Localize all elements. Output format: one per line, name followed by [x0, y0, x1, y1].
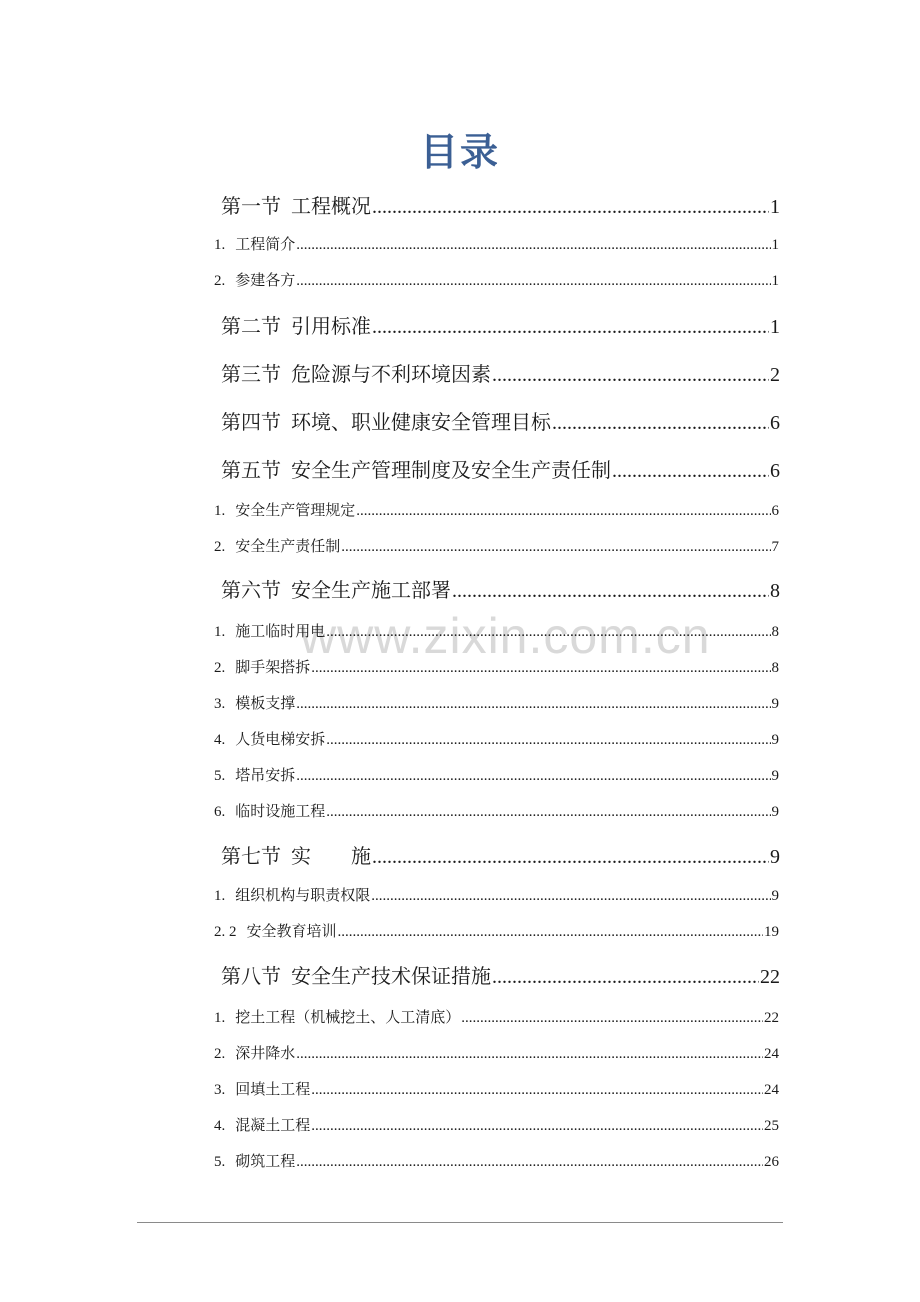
toc-entry-title: 安全生产技术保证措施 [291, 966, 491, 988]
toc-page-number: 6 [770, 412, 780, 434]
toc-entry-title: 引用标准 [291, 316, 371, 338]
toc-leader-dots [552, 412, 769, 435]
toc-entry-title: 混凝土工程 [235, 1118, 311, 1134]
toc-leader-dots [612, 460, 769, 483]
toc-page-number: 1 [770, 196, 780, 218]
toc-subsection[interactable] [214, 656, 779, 677]
toc-leader-dots [296, 273, 770, 290]
toc-subsection[interactable] [214, 1078, 779, 1099]
toc-entry-title: 模板支撑 [235, 696, 296, 712]
toc-entry-title: 施工临时用电 [235, 624, 326, 640]
toc-entry-number: 第四节 [221, 412, 281, 434]
toc-entry-label [214, 269, 295, 290]
toc-entry-label [214, 920, 337, 941]
toc-entry-label [214, 620, 325, 641]
toc-subsection[interactable] [214, 1150, 779, 1171]
toc-entry-title: 塔吊安拆 [235, 768, 296, 784]
toc-section[interactable] [221, 310, 780, 339]
toc-page-number: 6 [771, 503, 779, 519]
toc-page-number: 6 [770, 460, 780, 482]
toc-subsection[interactable] [214, 884, 779, 905]
toc-entry-title: 工程简介 [235, 237, 296, 253]
toc-page-number: 2 [770, 364, 780, 386]
toc-entry-number: 第八节 [221, 966, 281, 988]
toc-subsection[interactable] [214, 800, 779, 821]
toc-entry-label [214, 499, 355, 520]
toc-section[interactable] [221, 358, 780, 387]
toc-leader-dots [371, 888, 770, 905]
toc-leader-dots [461, 1010, 763, 1027]
toc-page-number: 9 [771, 804, 779, 820]
toc-entry-label [214, 535, 340, 556]
toc-entry-title: 安全生产管理规定 [235, 503, 356, 519]
toc-leader-dots [492, 364, 769, 387]
toc-entry-number: 1. [214, 624, 226, 640]
toc-entry-number: 4. [214, 732, 226, 748]
toc-section[interactable] [221, 454, 780, 483]
toc-entry-label [221, 310, 371, 339]
toc-leader-dots [296, 1046, 763, 1063]
toc-subsection[interactable] [214, 728, 779, 749]
toc-entry-title: 脚手架搭拆 [235, 660, 311, 676]
toc-entry-number: 1. [214, 503, 226, 519]
toc-entry-label [214, 1078, 310, 1099]
toc-subsection[interactable] [214, 499, 779, 520]
toc-entry-number: 2. [214, 1046, 226, 1062]
toc-entry-title: 安全生产施工部署 [291, 580, 451, 602]
toc-entry-number: 5. [214, 1154, 226, 1170]
toc-entry-number: 5. [214, 768, 226, 784]
toc-entry-title: 安全生产责任制 [235, 539, 341, 555]
toc-page-number: 1 [771, 237, 779, 253]
toc-subsection[interactable] [214, 233, 779, 254]
footer-rule [137, 1222, 783, 1223]
toc-entry-number: 2. [214, 273, 226, 289]
toc-entry-label [214, 233, 295, 254]
toc-entry-label [214, 692, 295, 713]
toc-section[interactable] [221, 840, 780, 869]
toc-subsection[interactable] [214, 692, 779, 713]
toc-leader-dots [341, 539, 770, 556]
page-title: 目录 [419, 132, 500, 174]
toc-page-number: 24 [764, 1046, 779, 1062]
toc-section[interactable] [221, 190, 780, 219]
toc-page-number: 8 [771, 624, 779, 640]
toc-entry-number: 第一节 [221, 196, 281, 218]
toc-section[interactable] [221, 574, 780, 603]
toc-subsection[interactable] [214, 920, 779, 941]
toc-entry-label [221, 358, 491, 387]
toc-page-number: 8 [771, 660, 779, 676]
toc-subsection[interactable] [214, 1114, 779, 1135]
toc-leader-dots [311, 1082, 763, 1099]
toc-page-number: 8 [770, 580, 780, 602]
toc-entry-title: 环境、职业健康安全管理目标 [291, 412, 551, 434]
toc-entry-title: 安全教育培训 [246, 924, 337, 940]
toc-leader-dots [492, 966, 759, 989]
toc-page-number: 9 [771, 696, 779, 712]
toc-leader-dots [356, 503, 770, 520]
toc-entry-title: 组织机构与职责权限 [235, 888, 371, 904]
toc-entry-number: 3. [214, 696, 226, 712]
toc-entry-title: 实 施 [291, 846, 371, 868]
toc-entry-title: 挖土工程（机械挖土、人工清底） [235, 1010, 461, 1026]
toc-entry-label [221, 840, 371, 869]
toc-entry-number: 第五节 [221, 460, 281, 482]
toc-entry-number: 1. [214, 1010, 226, 1026]
toc-leader-dots [452, 580, 769, 603]
toc-entry-title: 回填土工程 [235, 1082, 311, 1098]
toc-subsection[interactable] [214, 1042, 779, 1063]
toc-entry-label [214, 1114, 310, 1135]
toc-subsection[interactable] [214, 535, 779, 556]
toc-entry-number: 3. [214, 1082, 226, 1098]
toc-entry-number: 2. 2 [214, 924, 237, 940]
toc-entry-label [221, 406, 551, 435]
toc-entry-label [221, 574, 451, 603]
toc-page-number: 9 [771, 732, 779, 748]
toc-leader-dots [311, 1118, 763, 1135]
toc-entry-number: 第七节 [221, 846, 281, 868]
toc-entry-label [221, 190, 371, 219]
toc-entry-label [221, 960, 491, 989]
toc-leader-dots [311, 660, 770, 677]
toc-leader-dots [338, 924, 763, 941]
toc-page-number: 7 [771, 539, 779, 555]
toc-page-number: 9 [771, 768, 779, 784]
toc-subsection[interactable] [214, 269, 779, 290]
toc-leader-dots [326, 624, 770, 641]
toc-entry-number: 2. [214, 539, 226, 555]
toc-leader-dots [296, 237, 770, 254]
toc-leader-dots [372, 846, 769, 869]
toc-section[interactable] [221, 960, 780, 989]
toc-subsection[interactable] [214, 764, 779, 785]
watermark: www.zixin.com.cn [300, 608, 711, 664]
toc-leader-dots [296, 768, 770, 785]
toc-page-number: 22 [760, 966, 780, 988]
toc-page-number: 22 [764, 1010, 779, 1026]
toc-subsection[interactable] [214, 1006, 779, 1027]
toc-entry-number: 第六节 [221, 580, 281, 602]
toc-page-number: 1 [771, 273, 779, 289]
toc-entry-label [214, 764, 295, 785]
toc-entry-number: 2. [214, 660, 226, 676]
toc-entry-number: 1. [214, 237, 226, 253]
toc-entry-label [214, 1042, 295, 1063]
toc-entry-title: 参建各方 [235, 273, 296, 289]
toc-entry-label [221, 454, 611, 483]
toc-entry-title: 人货电梯安拆 [235, 732, 326, 748]
toc-entry-label [214, 656, 310, 677]
toc-leader-dots [372, 196, 769, 219]
toc-leader-dots [296, 1154, 763, 1171]
toc-page-number: 19 [764, 924, 779, 940]
toc-leader-dots [326, 804, 770, 821]
toc-leader-dots [296, 696, 770, 713]
toc-subsection[interactable] [214, 620, 779, 641]
toc-leader-dots [326, 732, 770, 749]
toc-entry-label [214, 800, 325, 821]
toc-section[interactable] [221, 406, 780, 435]
toc-entry-label [214, 884, 370, 905]
toc-page-number: 9 [770, 846, 780, 868]
toc-entry-title: 临时设施工程 [235, 804, 326, 820]
toc-entry-label [214, 728, 325, 749]
toc-leader-dots [372, 316, 769, 339]
toc-entry-title: 深井降水 [235, 1046, 296, 1062]
toc-entry-number: 4. [214, 1118, 226, 1134]
toc-entry-title: 危险源与不利环境因素 [291, 364, 491, 386]
toc-entry-number: 第三节 [221, 364, 281, 386]
toc-entry-number: 6. [214, 804, 226, 820]
toc-entry-number: 第二节 [221, 316, 281, 338]
toc-entry-title: 安全生产管理制度及安全生产责任制 [291, 460, 611, 482]
toc-page-number: 26 [764, 1154, 779, 1170]
toc-entry-title: 砌筑工程 [235, 1154, 296, 1170]
toc-page-number: 24 [764, 1082, 779, 1098]
toc-entry-label [214, 1150, 295, 1171]
toc-page-number: 25 [764, 1118, 779, 1134]
toc-page-number: 9 [771, 888, 779, 904]
toc-entry-number: 1. [214, 888, 226, 904]
toc-entry-label [214, 1006, 460, 1027]
toc-page-number: 1 [770, 316, 780, 338]
toc-entry-title: 工程概况 [291, 196, 371, 218]
